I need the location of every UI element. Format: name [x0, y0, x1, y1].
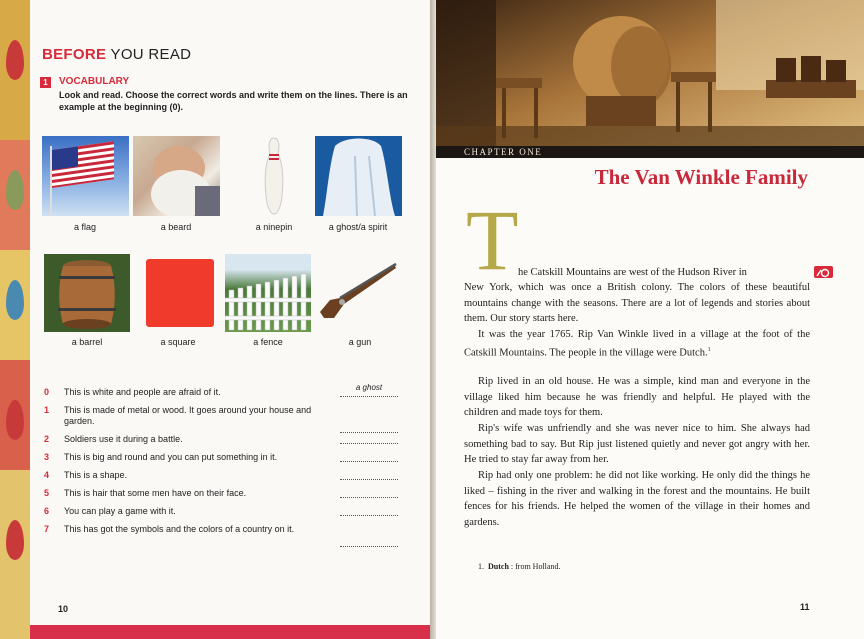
ninepin-photo: [244, 136, 304, 216]
footnote: 1. Dutch : from Holland.: [478, 562, 561, 571]
question-text: This is hair that some men have on their face.: [64, 488, 247, 498]
answer-line[interactable]: [340, 488, 398, 498]
flag-photo: [42, 136, 129, 216]
audio-track-icon[interactable]: [814, 266, 833, 278]
caption-beard: a beard: [160, 222, 192, 232]
ghost-photo: [315, 136, 402, 216]
answer-line[interactable]: [340, 434, 398, 444]
question-number: 2: [44, 434, 50, 444]
question-text: This has got the symbols and the colors of a country on it.: [64, 524, 295, 534]
caption-square: a square: [160, 337, 196, 347]
barrel-photo: [44, 254, 130, 332]
chapter-label: CHAPTER ONE: [464, 147, 543, 157]
drop-cap: T: [466, 192, 519, 288]
question-number: 3: [44, 452, 50, 462]
answer-line[interactable]: [340, 387, 398, 397]
story-first-line: he Catskill Mountains are west of the Hudson River in: [518, 267, 747, 278]
story-paragraph: Rip's wife was unfriendly and she was never nice to him. She always had something bad to say. But Rip just listened quietly and never got angry with her. He tried to stay far away from her.: [464, 423, 810, 466]
chapter-title: The Van Winkle Family: [594, 165, 808, 189]
question-number: 5: [44, 488, 50, 498]
answer-line[interactable]: [340, 452, 398, 462]
caption-fence: a fence: [253, 337, 283, 347]
caption-ghost: a ghost/a spirit: [328, 222, 388, 232]
answer-line[interactable]: [340, 470, 398, 480]
story-paragraph: It was the year 1765. Rip Van Winkle lived in a village at the foot of the Catskill Mountains. The people in the village were Dutch.$^1$: [464, 329, 810, 359]
square-photo: [146, 259, 214, 327]
decorative-border-strip: [0, 0, 30, 639]
question-text: This is a shape.: [64, 470, 128, 480]
page-number: 10: [58, 604, 69, 614]
example-answer: a ghost: [355, 383, 383, 392]
question-text: You can play a game with it.: [64, 506, 176, 516]
question-text: This is made of metal or wood. It goes around your house and garden.: [64, 405, 312, 426]
answer-line[interactable]: [340, 423, 398, 433]
question-number: 1: [44, 405, 50, 415]
page-number: 11: [800, 602, 810, 612]
question-number: 7: [44, 524, 50, 534]
question-text: This is big and round and you can put something in it.: [64, 452, 278, 462]
question-number: 6: [44, 506, 50, 516]
section-heading: BEFORE YOU READ: [42, 46, 192, 63]
gun-photo: [318, 260, 404, 320]
question-text: This is white and people are afraid of it.: [64, 387, 221, 397]
right-page: [436, 0, 864, 639]
story-paragraph: Rip had only one problem: he did not like working. He only did the things he liked – fishing in the river and walking in the forest and the mountains. He built fences for his friends. He helped the women of the village in their homes and gardens.: [464, 470, 810, 528]
beard-photo: [133, 136, 220, 216]
footnote-mark: 1: [707, 346, 711, 353]
exercise-number-badge: 1: [40, 77, 51, 88]
chapter-illustration: [436, 0, 864, 158]
caption-flag: a flag: [73, 222, 97, 232]
story-paragraph: Rip lived in an old house. He was a simple, kind man and everyone in the village liked him because he was friendly and helpful. He played with the children and made toys for them.: [464, 376, 810, 419]
caption-gun: a gun: [348, 337, 372, 347]
question-text: Soldiers use it during a battle.: [64, 434, 183, 444]
caption-barrel: a barrel: [71, 337, 103, 347]
answer-line[interactable]: [340, 537, 398, 547]
story-paragraph: New York, which was once a British colony. The colors of these beautiful mountains change with the seasons. There are a lot of legends and stories about them. Our story starts here.: [464, 282, 810, 325]
answer-line[interactable]: [340, 506, 398, 516]
question-number: 4: [44, 470, 50, 480]
question-number: 0: [44, 387, 50, 397]
left-page: [30, 0, 430, 639]
exercise-title: VOCABULARY: [59, 76, 130, 87]
fence-photo: [225, 254, 311, 332]
caption-ninepin: a ninepin: [255, 222, 293, 232]
page-bottom-band: [30, 625, 430, 639]
exercise-instructions: Look and read. Choose the correct words and write them on the lines. There is an example at the beginning (0).: [59, 90, 408, 112]
